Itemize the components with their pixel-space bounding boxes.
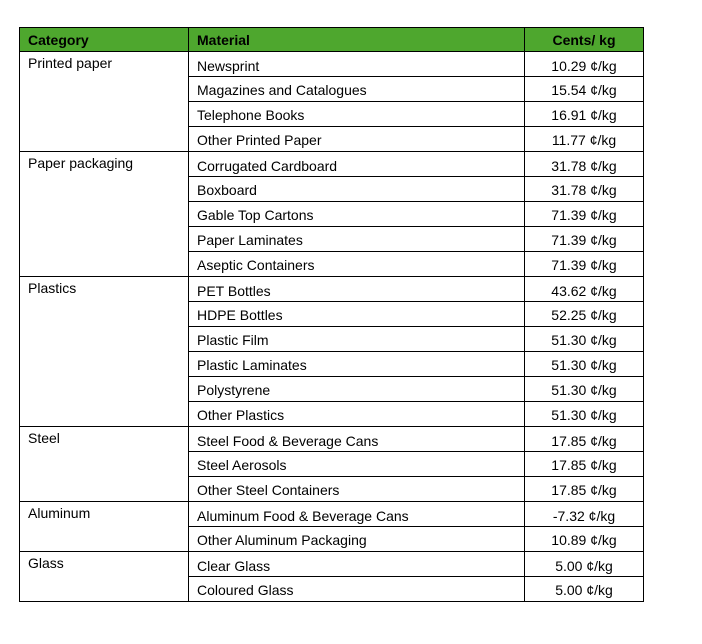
material-cell: Other Printed Paper	[189, 127, 525, 152]
rate-cell: 17.85 ¢/kg	[525, 427, 644, 452]
category-cell: Paper packaging	[20, 152, 189, 277]
category-cell: Aluminum	[20, 502, 189, 552]
rates-table	[19, 27, 644, 602]
rate-cell: 15.54 ¢/kg	[525, 77, 644, 102]
table-row	[20, 152, 644, 177]
material-cell: Coloured Glass	[189, 577, 525, 602]
rate-cell: 51.30 ¢/kg	[525, 402, 644, 427]
rate-cell: 17.85 ¢/kg	[525, 452, 644, 477]
table-header	[20, 28, 644, 52]
material-cell: Newsprint	[189, 52, 525, 77]
rate-cell: 52.25 ¢/kg	[525, 302, 644, 327]
material-cell: Steel Aerosols	[189, 452, 525, 477]
category-cell: Printed paper	[20, 52, 189, 152]
category-cell: Glass	[20, 552, 189, 602]
material-cell: Plastic Laminates	[189, 352, 525, 377]
rate-cell: 31.78 ¢/kg	[525, 152, 644, 177]
rate-cell: 10.89 ¢/kg	[525, 527, 644, 552]
table-row	[20, 427, 644, 452]
table-row	[20, 277, 644, 302]
rate-cell: 17.85 ¢/kg	[525, 477, 644, 502]
rate-cell: 51.30 ¢/kg	[525, 327, 644, 352]
header-cents-per-kg: Cents/ kg	[525, 28, 644, 52]
rate-cell: -7.32 ¢/kg	[525, 502, 644, 527]
material-cell: HDPE Bottles	[189, 302, 525, 327]
rate-cell: 16.91 ¢/kg	[525, 102, 644, 127]
material-cell: Aseptic Containers	[189, 252, 525, 277]
rate-cell: 71.39 ¢/kg	[525, 252, 644, 277]
rate-cell: 11.77 ¢/kg	[525, 127, 644, 152]
material-cell: PET Bottles	[189, 277, 525, 302]
table-row	[20, 502, 644, 527]
rate-cell: 5.00 ¢/kg	[525, 577, 644, 602]
header-material: Material	[189, 28, 525, 52]
material-cell: Boxboard	[189, 177, 525, 202]
table-row	[20, 552, 644, 577]
material-cell: Other Aluminum Packaging	[189, 527, 525, 552]
material-cell: Other Steel Containers	[189, 477, 525, 502]
material-cell: Gable Top Cartons	[189, 202, 525, 227]
material-cell: Other Plastics	[189, 402, 525, 427]
header-row	[20, 28, 644, 52]
table-row	[20, 52, 644, 77]
rate-cell: 71.39 ¢/kg	[525, 227, 644, 252]
rate-cell: 51.30 ¢/kg	[525, 377, 644, 402]
rate-cell: 10.29 ¢/kg	[525, 52, 644, 77]
material-cell: Steel Food & Beverage Cans	[189, 427, 525, 452]
rate-cell: 5.00 ¢/kg	[525, 552, 644, 577]
category-cell: Plastics	[20, 277, 189, 427]
table-body	[20, 52, 644, 602]
material-cell: Corrugated Cardboard	[189, 152, 525, 177]
rate-cell: 51.30 ¢/kg	[525, 352, 644, 377]
material-cell: Magazines and Catalogues	[189, 77, 525, 102]
material-cell: Telephone Books	[189, 102, 525, 127]
category-cell: Steel	[20, 427, 189, 502]
material-cell: Plastic Film	[189, 327, 525, 352]
material-cell: Paper Laminates	[189, 227, 525, 252]
material-cell: Aluminum Food & Beverage Cans	[189, 502, 525, 527]
material-cell: Polystyrene	[189, 377, 525, 402]
rate-cell: 71.39 ¢/kg	[525, 202, 644, 227]
rate-cell: 31.78 ¢/kg	[525, 177, 644, 202]
rate-cell: 43.62 ¢/kg	[525, 277, 644, 302]
header-category: Category	[20, 28, 189, 52]
material-cell: Clear Glass	[189, 552, 525, 577]
